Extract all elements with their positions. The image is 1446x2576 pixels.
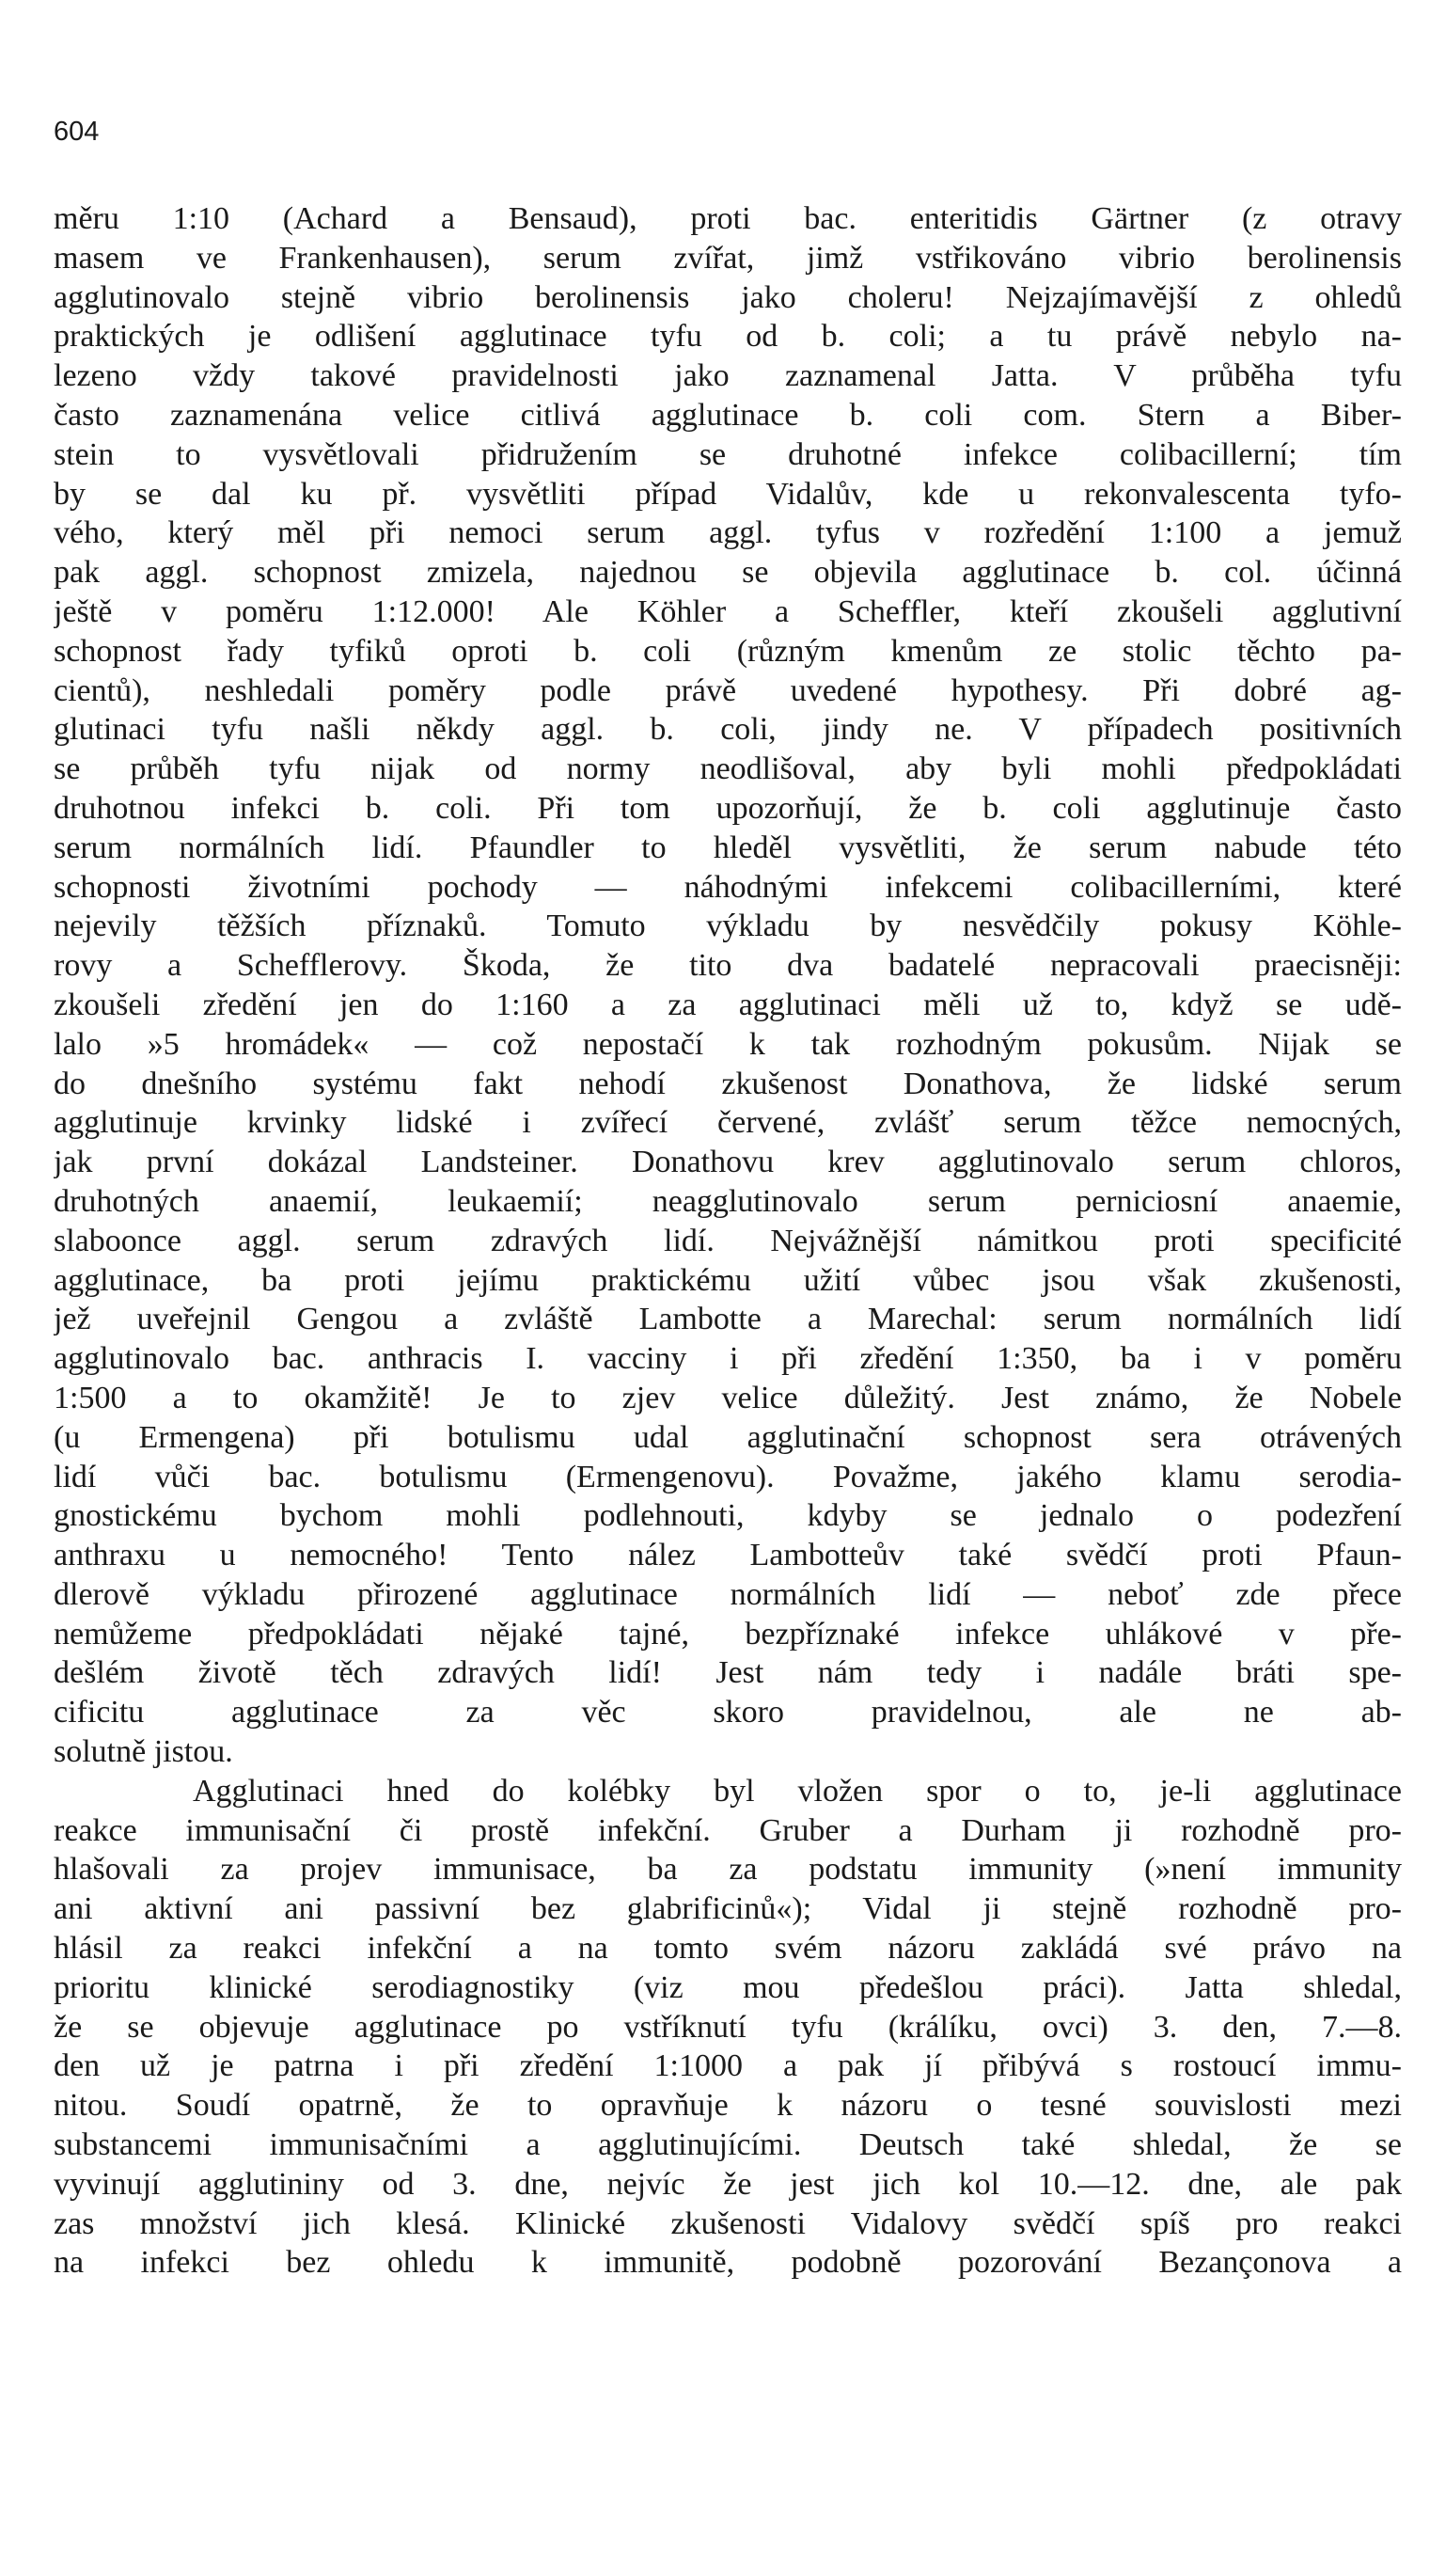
text-line: do dnešního systému fakt nehodí zkušenost Donathova, že lidské serum	[54, 1066, 1402, 1101]
text-line: stein to vysvětlovali přidružením se druhotné infekce colibacillerní; tím	[54, 436, 1402, 472]
text-line: glutinaci tyfu našli někdy aggl. b. coli, jindy ne. V případech positivních	[54, 712, 1402, 748]
text-line: dlerově výkladu přirozené agglutinace normálních lidí — neboť zde přece	[54, 1576, 1402, 1612]
text-line: gnostickému bychom mohli podlehnouti, kdyby se jednalo o podezření	[54, 1498, 1402, 1534]
text-line: vyvinují agglutininy od 3. dne, nejvíc že jest jich kol 10.—12. dne, ale pak	[54, 2166, 1402, 2202]
text-line: reakce immunisační či prostě infekční. Gruber a Durham ji rozhodně pro-	[54, 1812, 1402, 1848]
text-line: agglutinovalo bac. anthracis I. vacciny i při zředění 1:350, ba i v poměru	[54, 1341, 1402, 1377]
text-line: zkoušeli zředění jen do 1:160 a za agglutinaci měli už to, když se udě-	[54, 987, 1402, 1022]
text-line: agglutinace, ba proti jejímu praktickému užití vůbec jsou však zkušenosti,	[54, 1262, 1402, 1298]
body-text	[54, 199, 1402, 2283]
text-line: agglutinovalo stejně vibrio berolinensis jako choleru! Nejzajímavější z ohledů	[54, 279, 1402, 315]
text-line: prioritu klinické serodiagnostiky (viz mou předešlou práci). Jatta shledal,	[54, 1969, 1402, 2005]
text-line: že se objevuje agglutinace po vstříknutí tyfu (králíku, ovci) 3. den, 7.—8.	[54, 2009, 1402, 2045]
text-line: agglutinuje krvinky lidské i zvířecí červené, zvlášť serum těžce nemocných,	[54, 1105, 1402, 1141]
text-line: (u Ermengena) při botulismu udal agglutinační schopnost sera otrávených	[54, 1419, 1402, 1455]
text-line: zas množství jich klesá. Klinické zkušenosti Vidalovy svědčí spíš pro reakci	[54, 2205, 1402, 2241]
text-line: se průběh tyfu nijak od normy neodlišoval, aby byli mohli předpokládati	[54, 751, 1402, 787]
text-line: schopnosti životními pochody — náhodnými infekcemi colibacillerními, které	[54, 869, 1402, 905]
text-line: hlašovali za projev immunisace, ba za podstatu immunity (»není immunity	[54, 1852, 1402, 1888]
text-line: lezeno vždy takové pravidelnosti jako zaznamenal Jatta. V průběha tyfu	[54, 358, 1402, 394]
paragraph	[54, 1772, 1402, 2283]
text-line: nitou. Soudí opatrně, že to opravňuje k názoru o tesné souvislosti mezi	[54, 2088, 1402, 2124]
text-line: jež uveřejnil Gengou a zvláště Lambotte a Marechal: serum normálních lidí	[54, 1302, 1402, 1337]
text-line: lalo »5 hromádek« — což nepostačí k tak rozhodným pokusům. Nijak se	[54, 1026, 1402, 1062]
text-line: jak první dokázal Landsteiner. Donathovu krev agglutinovalo serum chloros,	[54, 1145, 1402, 1180]
text-line: na infekci bez ohledu k immunitě, podobně pozorování Bezançonova a	[54, 2245, 1402, 2281]
text-line: rovy a Schefflerovy. Škoda, že tito dva badatelé nepracovali praecisněji:	[54, 948, 1402, 984]
text-line: nemůžeme předpokládati nějaké tajné, bezpříznaké infekce uhlákové v pře-	[54, 1616, 1402, 1651]
text-line: druhotných anaemií, leukaemií; neagglutinovalo serum perniciosní anaemie,	[54, 1183, 1402, 1219]
text-line: hlásil za reakci infekční a na tomto svém názoru zakládá své právo na	[54, 1931, 1402, 1967]
text-line: den už je patrna i při zředění 1:1000 a pak jí přibývá s rostoucí immu-	[54, 2048, 1402, 2084]
text-line: 1:500 a to okamžitě! Je to zjev velice důležitý. Jest známo, že Nobele	[54, 1380, 1402, 1415]
text-line: lidí vůči bac. botulismu (Ermengenovu). Považme, jakého klamu serodia-	[54, 1459, 1402, 1494]
text-line: často zaznamenána velice citlivá agglutinace b. coli com. Stern a Biber-	[54, 397, 1402, 433]
text-line: schopnost řady tyfiků oproti b. coli (různým kmenům ze stolic těchto pa-	[54, 633, 1402, 669]
text-line: masem ve Frankenhausen), serum zvířat, jimž vstřikováno vibrio berolinensis	[54, 240, 1402, 276]
text-line: praktických je odlišení agglutinace tyfu od b. coli; a tu právě nebylo na-	[54, 319, 1402, 355]
text-line: solutně jistou.	[54, 1734, 233, 1770]
paragraph	[54, 199, 1402, 1772]
text-line: cientů), neshledali poměry podle právě uvedené hypothesy. Při dobré ag-	[54, 672, 1402, 708]
text-line: ani aktivní ani passivní bez glabrificinů«); Vidal ji stejně rozhodně pro-	[54, 1891, 1402, 1927]
text-line: cificitu agglutinace za věc skoro pravidelnou, ale ne ab-	[54, 1695, 1402, 1731]
text-line: vého, který měl při nemoci serum aggl. tyfus v rozředění 1:100 a jemuž	[54, 515, 1402, 551]
page-number: 604	[54, 117, 100, 147]
text-line: serum normálních lidí. Pfaundler to hleděl vysvětliti, že serum nabude této	[54, 830, 1402, 865]
text-line: pak aggl. schopnost zmizela, najednou se objevila agglutinace b. col. účinná	[54, 555, 1402, 591]
text-line: by se dal ku př. vysvětliti případ Vidalův, kde u rekonvalescenta tyfo-	[54, 476, 1402, 512]
text-line: druhotnou infekci b. coli. Při tom upozorňují, že b. coli agglutinuje často	[54, 790, 1402, 826]
text-line: nejevily těžších příznaků. Tomuto výkladu by nesvědčily pokusy Köhle-	[54, 909, 1402, 944]
text-line: slaboonce aggl. serum zdravých lidí. Nejvážnější námitkou proti specificité	[54, 1223, 1402, 1258]
text-line: Agglutinaci hned do kolébky byl vložen spor o to, je-li agglutinace	[193, 1773, 1402, 1809]
text-line: anthraxu u nemocného! Tento nález Lambotteův také svědčí proti Pfaun-	[54, 1538, 1402, 1573]
text-line: dešlém životě těch zdravých lidí! Jest nám tedy i nadále bráti spe-	[54, 1655, 1402, 1691]
text-line: měru 1:10 (Achard a Bensaud), proti bac. enteritidis Gärtner (z otravy	[54, 201, 1402, 236]
text-line: substancemi immunisačními a agglutinujícími. Deutsch také shledal, že se	[54, 2127, 1402, 2163]
text-line: ještě v poměru 1:12.000! Ale Köhler a Scheffler, kteří zkoušeli agglutivní	[54, 593, 1402, 629]
